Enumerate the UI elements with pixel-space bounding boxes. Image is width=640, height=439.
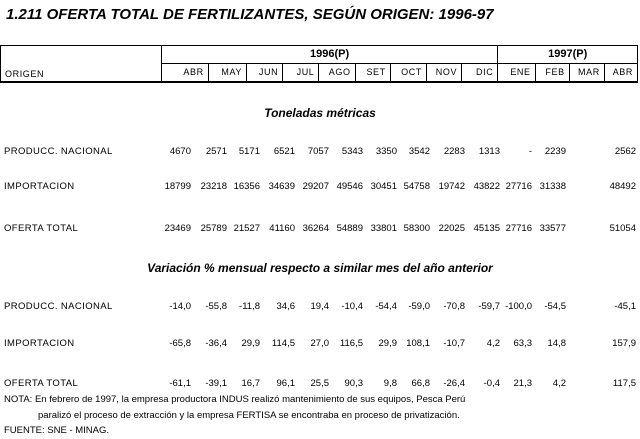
table-cell: 58300: [403, 223, 430, 234]
month-header: DIC: [462, 64, 498, 83]
table-cell: 2283: [443, 146, 465, 157]
table-cell: 90,3: [344, 378, 363, 389]
table-cell: -100,0: [505, 301, 532, 312]
table-cell: -61,1: [169, 378, 191, 389]
table-cell: 30451: [370, 181, 397, 192]
table-cell: -14,0: [169, 301, 191, 312]
page-title: 1.211 OFERTA TOTAL DE FERTILIZANTES, SEGÚN ORIGEN: 1996-97: [6, 6, 494, 23]
header-table: [0, 45, 638, 83]
table-cell: 2562: [614, 146, 636, 157]
table-cell: 48492: [609, 181, 636, 192]
table-cell: 9,8: [383, 378, 397, 389]
month-header: SET: [355, 64, 390, 83]
month-header: ENE: [498, 64, 535, 83]
table-cell: -54,5: [544, 301, 566, 312]
table-cell: 21,3: [513, 378, 532, 389]
month-header: MAR: [569, 64, 604, 83]
table-cell: -10,4: [341, 301, 363, 312]
table-header: [0, 45, 638, 83]
table-row: [0, 223, 640, 237]
table-cell: -39,1: [205, 378, 227, 389]
table-cell: 27,0: [310, 338, 329, 349]
table-cell: -54,4: [375, 301, 397, 312]
table-cell: 117,5: [612, 378, 636, 389]
table-cell: 33801: [370, 223, 397, 234]
table-cell: -36,4: [205, 338, 227, 349]
table-cell: 16,7: [241, 378, 260, 389]
table-cell: 54758: [403, 181, 430, 192]
row-label: OFERTA TOTAL: [4, 223, 79, 234]
table-row: [0, 146, 640, 160]
source-note: FUENTE: SNE - MINAG.: [4, 425, 110, 436]
table-cell: 4670: [169, 146, 191, 157]
table-cell: 19742: [438, 181, 465, 192]
table-cell: 27716: [505, 181, 532, 192]
table-cell: -70,8: [443, 301, 465, 312]
table-cell: 1313: [478, 146, 500, 157]
table-cell: 18799: [164, 181, 191, 192]
note-line-2: paralizó el proceso de extracción y la empresa FERTISA se encontraba en proceso de privatización.: [38, 410, 460, 421]
year-1997-header: 1997(P): [498, 46, 638, 64]
table-cell: 63,3: [513, 338, 532, 349]
month-header: ABR: [604, 64, 637, 83]
table-cell: -59,0: [408, 301, 430, 312]
table-row: [0, 338, 640, 352]
table-cell: 31338: [539, 181, 566, 192]
section-title-variacion: Variación % mensual respecto a similar mes del año anterior: [147, 261, 493, 275]
table-cell: -45,1: [614, 301, 636, 312]
table-cell: 3350: [375, 146, 397, 157]
table-cell: -26,4: [443, 378, 465, 389]
month-header: AGO: [319, 64, 355, 83]
table-cell: 29,9: [241, 338, 260, 349]
table-cell: 14,8: [547, 338, 566, 349]
table-cell: 36264: [302, 223, 329, 234]
table-cell: 29,9: [378, 338, 397, 349]
table-cell: 3542: [408, 146, 430, 157]
table-cell: 7057: [307, 146, 329, 157]
table-cell: 22025: [438, 223, 465, 234]
table-cell: 43822: [473, 181, 500, 192]
table-cell: 34639: [268, 181, 295, 192]
row-label: PRODUCC. NACIONAL: [4, 301, 113, 312]
table-cell: -0,4: [483, 378, 500, 389]
month-header: MAY: [208, 64, 246, 83]
month-header: ABR: [161, 64, 208, 83]
table-cell: 23218: [200, 181, 227, 192]
month-header: JUN: [247, 64, 283, 83]
table-cell: -: [528, 146, 532, 157]
row-label: PRODUCC. NACIONAL: [4, 146, 113, 157]
table-row: [0, 301, 640, 315]
table-cell: 6521: [273, 146, 295, 157]
table-cell: -55,8: [205, 301, 227, 312]
table-cell: 4,2: [486, 338, 500, 349]
table-cell: 66,8: [411, 378, 430, 389]
table-cell: 16356: [233, 181, 260, 192]
table-row: [0, 378, 640, 392]
table-cell: 157,9: [612, 338, 636, 349]
table-cell: 114,5: [271, 338, 295, 349]
table-cell: 49546: [336, 181, 363, 192]
row-label: OFERTA TOTAL: [4, 378, 79, 389]
note-line-1: NOTA: En febrero de 1997, la empresa productora INDUS realizó mantenimiento de sus equipos, Pesca Perú: [4, 394, 466, 405]
table-cell: 27716: [505, 223, 532, 234]
table-cell: 96,1: [276, 378, 295, 389]
month-header: FEB: [535, 64, 569, 83]
origin-header: ORIGEN: [1, 46, 162, 83]
table-cell: 5343: [341, 146, 363, 157]
section-title-toneladas: Toneladas métricas: [264, 106, 376, 120]
table-cell: 2239: [544, 146, 566, 157]
year-1996-header: 1996(P): [161, 46, 498, 64]
table-cell: 33577: [539, 223, 566, 234]
table-cell: 25,5: [310, 378, 329, 389]
table-cell: 5171: [238, 146, 260, 157]
table-cell: -10,7: [443, 338, 465, 349]
table-cell: 54889: [336, 223, 363, 234]
table-cell: 21527: [233, 223, 260, 234]
table-cell: 45135: [473, 223, 500, 234]
table-cell: -65,8: [169, 338, 191, 349]
table-cell: 41160: [269, 223, 295, 234]
month-header: OCT: [390, 64, 426, 83]
table-row: [0, 181, 640, 195]
table-cell: 34,6: [276, 301, 295, 312]
table-cell: -11,8: [239, 301, 260, 312]
month-header: JUL: [283, 64, 319, 83]
table-cell: 25789: [200, 223, 227, 234]
table-cell: 108,1: [406, 338, 430, 349]
month-header: NOV: [426, 64, 461, 83]
table-cell: 29207: [302, 181, 329, 192]
table-cell: 4,2: [552, 378, 566, 389]
table-cell: 2571: [205, 146, 227, 157]
row-label: IMPORTACION: [4, 181, 75, 192]
table-cell: 116,5: [339, 338, 363, 349]
table-cell: 19,4: [310, 301, 329, 312]
row-label: IMPORTACION: [4, 338, 75, 349]
table-cell: 23469: [164, 223, 191, 234]
table-cell: 51054: [609, 223, 636, 234]
table-cell: -59,7: [478, 301, 500, 312]
